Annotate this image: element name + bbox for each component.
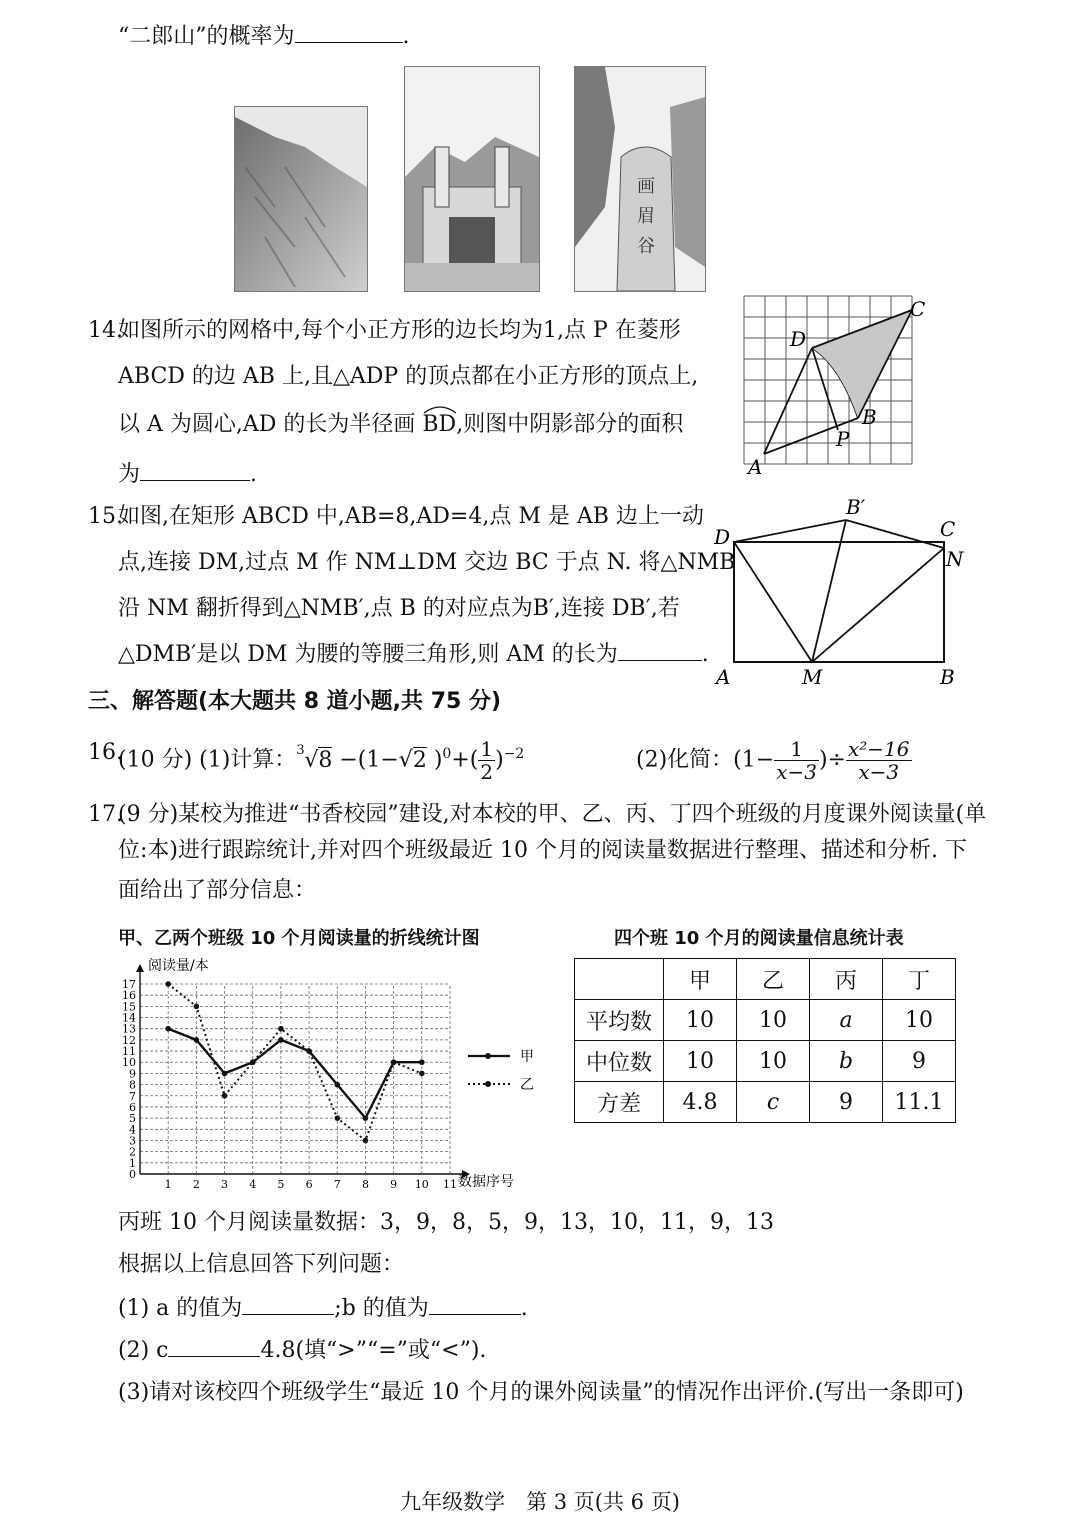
data-point-yi xyxy=(334,1115,340,1121)
x-tick-label: 8 xyxy=(361,1178,369,1191)
q14-line2: ABCD 的边 AB 上,且△ADP 的顶点都在小正方形的顶点上, xyxy=(118,364,699,389)
label-a: A xyxy=(716,665,731,689)
table-header-row xyxy=(575,959,956,1000)
q17-number: 17. xyxy=(88,802,123,827)
y-tick-label: 13 xyxy=(122,1022,136,1036)
label-n: N xyxy=(946,547,964,571)
legend-jia: 甲 xyxy=(520,1049,534,1065)
table-row xyxy=(575,1082,956,1123)
y-tick-label: 11 xyxy=(122,1045,136,1059)
fraction-half: $\frac{1}{2}$ xyxy=(480,737,494,784)
fraction-2: $\frac{\text{x²−16}}{x-3}$ xyxy=(847,737,910,784)
y-tick-label: 6 xyxy=(129,1100,136,1114)
q13-line: “二郎山”的概率为 . xyxy=(118,20,410,52)
erlangshan-photo xyxy=(234,106,368,292)
stats-table xyxy=(574,958,956,1123)
data-point-yi xyxy=(363,1138,369,1144)
answer-blank[interactable] xyxy=(618,638,702,661)
rhombus-grid-figure xyxy=(730,290,940,486)
label-c: C xyxy=(910,297,926,321)
data-point-jia xyxy=(363,1115,369,1121)
y-tick-label: 4 xyxy=(129,1123,136,1137)
line-chart xyxy=(110,954,540,1194)
y-tick-label: 0 xyxy=(129,1168,136,1181)
y-tick-label: 14 xyxy=(122,1011,136,1025)
x-tick-label: 7 xyxy=(333,1178,341,1191)
answer-blank[interactable] xyxy=(295,20,403,43)
data-point-jia xyxy=(165,1026,171,1032)
legend-yi: 乙 xyxy=(520,1077,534,1093)
data-point-yi xyxy=(278,1026,284,1032)
label-b-prime: B′ xyxy=(846,495,866,519)
fraction-1: $\frac{1}{x-3}$ xyxy=(776,737,817,784)
shaded-region xyxy=(812,310,912,418)
stone-text-1: 画 xyxy=(637,176,655,197)
q17-line1: (9 分)某校为推进“书香校园”建设,对本校的甲、乙、丙、丁四个班级的月度课外阅读量(单 xyxy=(118,802,987,827)
table-cell: 9 xyxy=(883,1041,956,1082)
label-a: A xyxy=(748,455,763,479)
x-tick-label: 3 xyxy=(221,1178,229,1191)
data-point-yi xyxy=(306,1048,312,1054)
q14-line1: 如图所示的网格中,每个小正方形的边长均为1,点 P 在菱形 xyxy=(118,318,681,343)
chart-xlabel: 数据序号 xyxy=(458,1174,514,1190)
answer-blank-a[interactable] xyxy=(242,1292,334,1315)
answer-blank-c[interactable] xyxy=(168,1334,260,1357)
y-tick-label: 10 xyxy=(122,1056,136,1070)
data-point-yi xyxy=(222,1093,228,1099)
chart-legend xyxy=(468,1049,534,1093)
label-c: C xyxy=(940,517,956,541)
y-tick-label: 12 xyxy=(122,1033,136,1047)
x-tick-label: 11 xyxy=(443,1178,457,1191)
data-point-yi xyxy=(194,1004,200,1010)
x-tick-label: 6 xyxy=(305,1178,313,1191)
table-cell: 10 xyxy=(737,1041,810,1082)
table-caption: 四个班 10 个月的阅读量信息统计表 xyxy=(614,928,904,949)
q15-number: 15. xyxy=(88,504,123,529)
chart-axes xyxy=(136,964,470,1178)
data-point-yi xyxy=(391,1059,397,1065)
q15-line3: 沿 NM 翻折得到△NMB′,点 B 的对应点为B′,连接 DB′,若 xyxy=(118,596,680,621)
table-cell: 9 xyxy=(810,1082,883,1123)
y-axis-arrow xyxy=(136,964,144,972)
data-point-yi xyxy=(165,981,171,987)
x-tick-label: 4 xyxy=(249,1178,257,1191)
bing-data: 丙班 10 个月阅读量数据：3，9，8，5，9，13，10，11，9，13 xyxy=(118,1210,774,1235)
table-cell: 10 xyxy=(664,1041,737,1082)
label-b: B xyxy=(940,665,955,689)
arc-mark-icon xyxy=(422,404,458,414)
data-point-jia xyxy=(222,1071,228,1077)
stats-table-body xyxy=(575,959,956,1123)
q17-line3: 面给出了部分信息： xyxy=(118,878,317,903)
q14-line4: 为 . xyxy=(118,458,257,490)
y-tick-label: 9 xyxy=(129,1067,136,1081)
table-cell: 方差 xyxy=(575,1082,664,1123)
q16-line-part2: (2)化简：(1− $\frac{1}{x-3}$ )÷ $\frac{\text{x²−16}}{x-3}$ xyxy=(636,737,910,784)
q16-number: 16. xyxy=(88,740,123,765)
table-cell: b xyxy=(810,1041,883,1082)
table-cell: 4.8 xyxy=(664,1082,737,1123)
table-cell: 乙 xyxy=(737,959,810,1000)
y-tick-label: 2 xyxy=(129,1145,136,1159)
table-cell: 10 xyxy=(737,1000,810,1041)
answer-blank[interactable] xyxy=(140,458,250,481)
table-cell: c xyxy=(737,1082,810,1123)
chart-grid xyxy=(140,984,450,1174)
table-row xyxy=(575,1041,956,1082)
y-tick-label: 16 xyxy=(122,989,136,1003)
table-cell: 10 xyxy=(883,1000,956,1041)
y-tick-label: 1 xyxy=(129,1156,136,1170)
cube-root: 3 √8 xyxy=(296,742,333,773)
q17-prompt: 根据以上信息回答下列问题： xyxy=(118,1252,405,1277)
data-point-jia xyxy=(194,1037,200,1043)
table-cell: 甲 xyxy=(664,959,737,1000)
gate-photo xyxy=(404,66,540,292)
label-d: D xyxy=(714,525,731,549)
data-point-yi xyxy=(419,1071,425,1077)
data-point-jia xyxy=(334,1082,340,1088)
chart-ylabel: 阅读量/本 xyxy=(148,958,209,974)
x-tick-label: 1 xyxy=(164,1178,172,1191)
page-footer: 九年级数学 第 3 页(共 6 页) xyxy=(400,1490,680,1514)
q14-line3: 以 A 为圆心,AD 的长为半径画 BD,则图中阴影部分的面积 xyxy=(118,410,683,440)
table-cell: 平均数 xyxy=(575,1000,664,1041)
x-tick-label: 10 xyxy=(414,1178,429,1191)
y-tick-label: 5 xyxy=(129,1112,136,1126)
y-tick-label: 7 xyxy=(129,1089,136,1103)
q16-line: (10 分) (1)计算： 3 √8 −(1−√2 )$^0$+( $\frac{1}{2}$ )$^{-2}$ xyxy=(118,737,525,784)
label-m: M xyxy=(802,665,823,689)
table-cell: a xyxy=(810,1000,883,1041)
label-b: B xyxy=(862,405,877,429)
rectangle-fold-figure xyxy=(712,490,972,690)
y-tick-label: 3 xyxy=(129,1134,136,1148)
table-cell: 10 xyxy=(664,1000,737,1041)
q15-line2: 点,连接 DM,过点 M 作 NM⊥DM 交边 BC 于点 N. 将△NMB xyxy=(118,550,736,575)
table-cell: 11.1 xyxy=(883,1082,956,1123)
q14-number: 14. xyxy=(88,318,123,343)
answer-blank-b[interactable] xyxy=(429,1292,521,1315)
x-tick-label: 5 xyxy=(277,1178,285,1191)
stone-photo xyxy=(574,66,706,292)
data-point-yi xyxy=(250,1059,256,1065)
stone-text-2: 眉 xyxy=(637,206,655,227)
x-tick-label: 9 xyxy=(390,1178,398,1191)
q17-line2: 位:本)进行跟踪统计,并对四个班级最近 10 个月的阅读量数据进行整理、描述和分析. 下 xyxy=(118,838,967,863)
chart-caption: 甲、乙两个班级 10 个月阅读量的折线统计图 xyxy=(118,928,480,949)
x-tick-label: 2 xyxy=(192,1178,200,1191)
data-point-jia xyxy=(419,1059,425,1065)
label-d: D xyxy=(790,327,807,351)
y-tick-label: 15 xyxy=(122,1000,136,1014)
table-cell xyxy=(575,959,664,1000)
q17-sub2: (2) c 4.8(填“>”“=”或“<”). xyxy=(118,1334,486,1366)
table-row xyxy=(575,1000,956,1041)
table-cell: 丙 xyxy=(810,959,883,1000)
table-cell: 中位数 xyxy=(575,1041,664,1082)
y-tick-label: 17 xyxy=(122,978,136,991)
q17-sub1: (1) a 的值为 ;b 的值为 . xyxy=(118,1292,528,1324)
stone-text-3: 谷 xyxy=(637,236,655,257)
section-title: 三、解答题(本大题共 8 道小题,共 75 分) xyxy=(88,689,502,714)
label-p: P xyxy=(836,427,850,451)
table-cell: 丁 xyxy=(883,959,956,1000)
q15-line4: △DMB′是以 DM 为腰的等腰三角形,则 AM 的长为 . xyxy=(118,638,709,670)
q17-sub3: (3)请对该校四个班级学生“最近 10 个月的课外阅读量”的情况作出评价.(写出一条即可) xyxy=(118,1380,964,1405)
y-tick-label: 8 xyxy=(129,1078,136,1092)
data-point-jia xyxy=(278,1037,284,1043)
q15-line1: 如图,在矩形 ABCD 中,AB=8,AD=4,点 M 是 AB 边上一动 xyxy=(118,504,704,529)
